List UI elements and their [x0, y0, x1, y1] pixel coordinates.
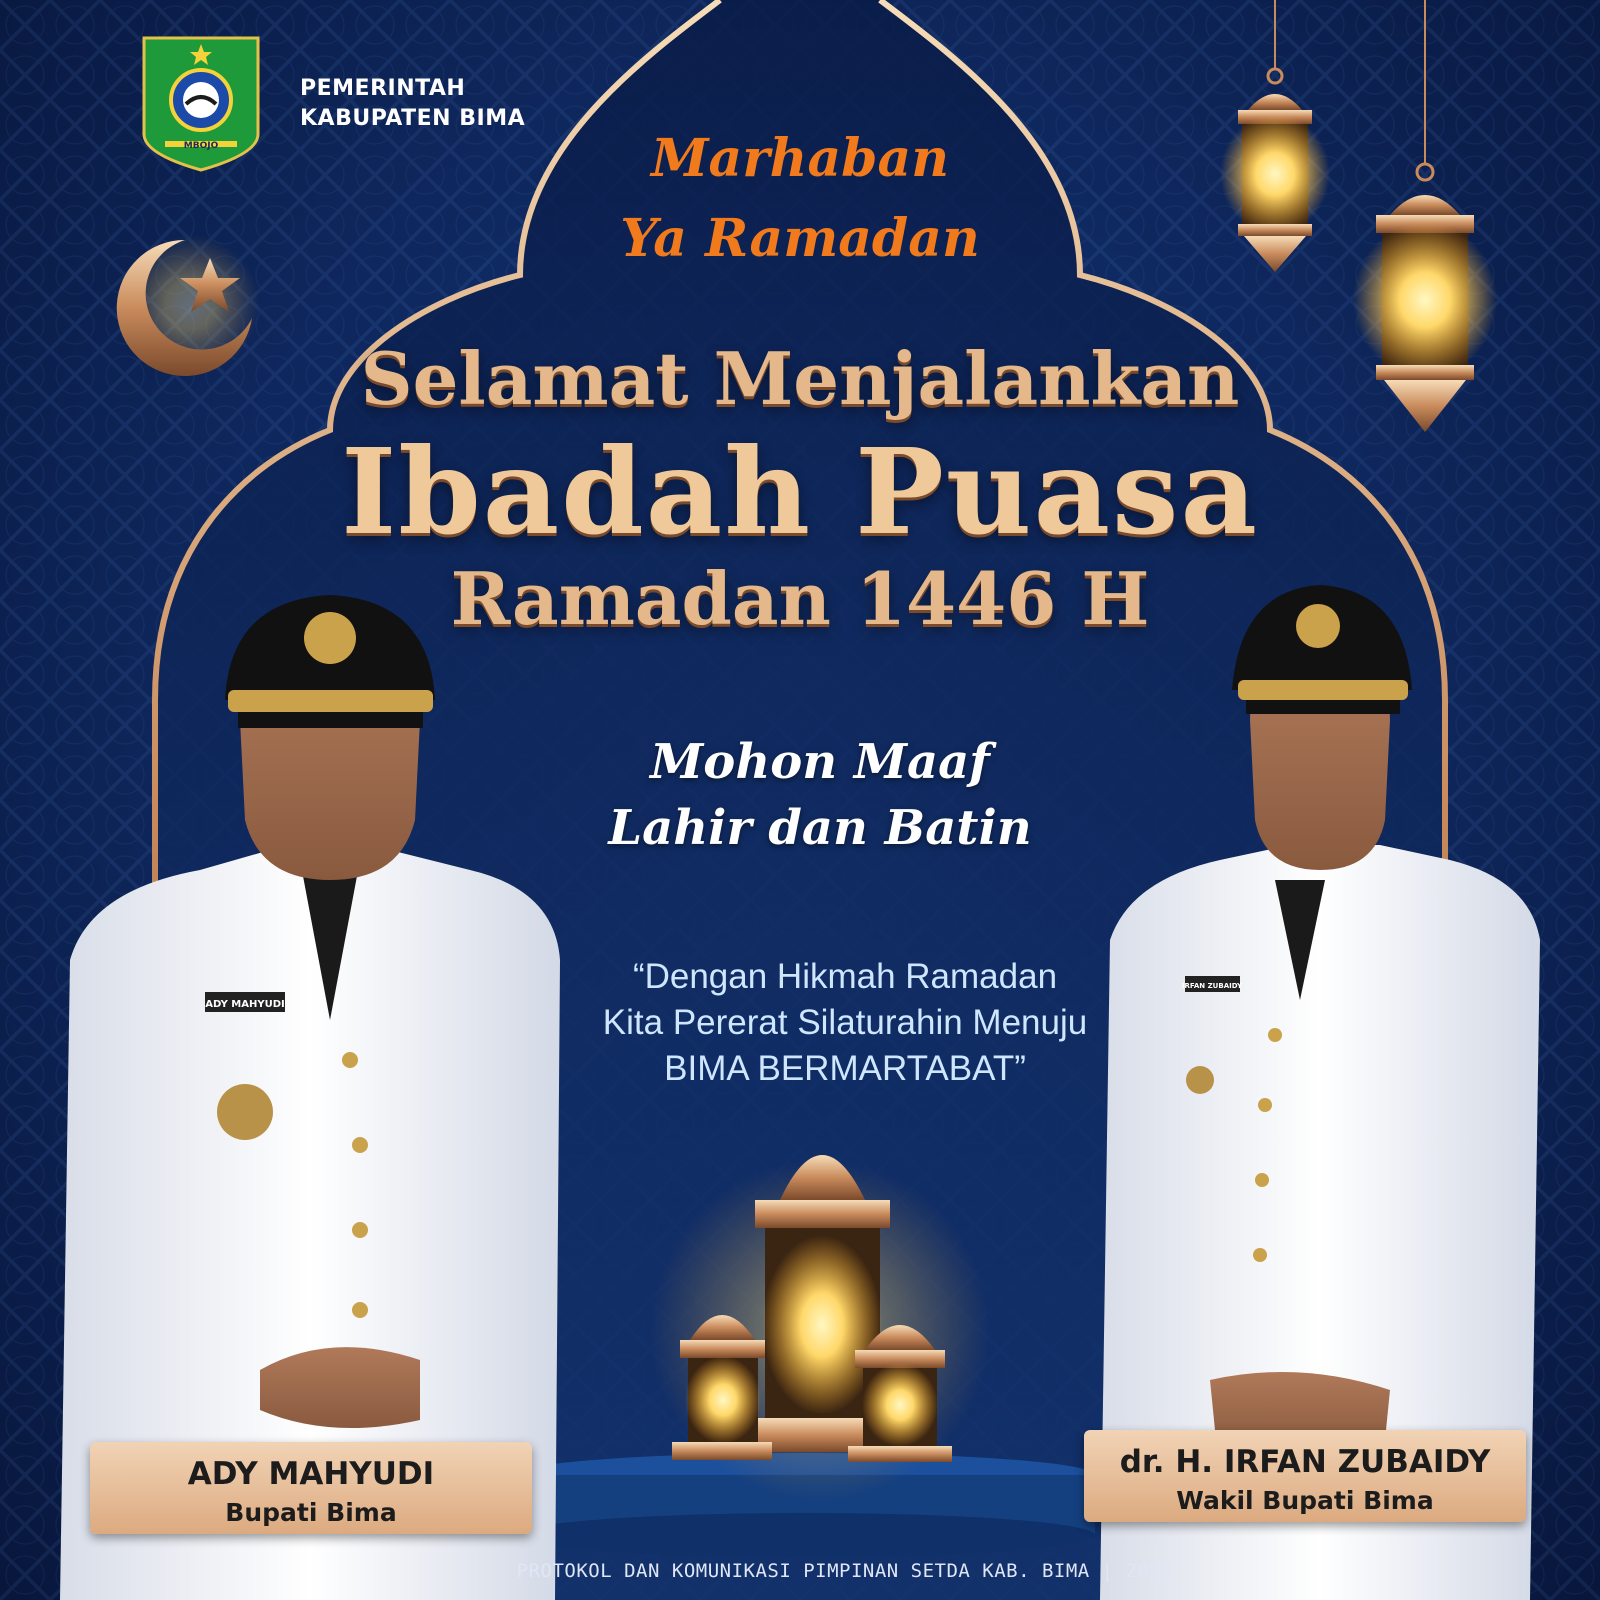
government-line-1: PEMERINTAH	[300, 76, 466, 101]
official-name-left: ADY MAHYUDI	[187, 1456, 435, 1492]
marhaban-text: Marhaban	[650, 128, 949, 189]
title-line-1: Selamat Menjalankan	[360, 336, 1240, 421]
name-tag-right: IRFAN ZUBAIDY	[1181, 982, 1243, 990]
government-line-2: KABUPATEN BIMA	[300, 106, 526, 131]
official-name-right: dr. H. IRFAN ZUBAIDY	[1119, 1444, 1491, 1480]
apology-line-1: Mohon Maaf	[650, 734, 990, 790]
motto-quote	[530, 954, 1160, 1092]
apology-line-2: Lahir dan Batin	[608, 800, 1032, 856]
official-title-left: Bupati Bima	[225, 1498, 397, 1527]
logo-motto: MBOJO	[183, 141, 219, 151]
quote-line-3: BIMA BERMARTABAT”	[664, 1049, 1026, 1088]
name-tag-left: ADY MAHYUDI	[205, 999, 285, 1010]
footer-credit: PROTOKOL DAN KOMUNIKASI PIMPINAN SETDA KAB. BIMA | 2025	[516, 1560, 1174, 1582]
official-title-right: Wakil Bupati Bima	[1176, 1486, 1434, 1515]
quote-line-1: “Dengan Hikmah Ramadan	[632, 957, 1058, 996]
title-line-3: Ramadan 1446 H	[450, 556, 1150, 641]
ya-ramadan-text: Ya Ramadan	[620, 208, 980, 269]
nameplate-right	[1084, 1430, 1526, 1522]
title-line-2: Ibadah Puasa	[341, 422, 1259, 561]
nameplate-left	[90, 1442, 532, 1534]
government-name	[300, 74, 525, 134]
quote-line-2: Kita Pererat Silaturahin Menuju	[602, 1003, 1088, 1042]
